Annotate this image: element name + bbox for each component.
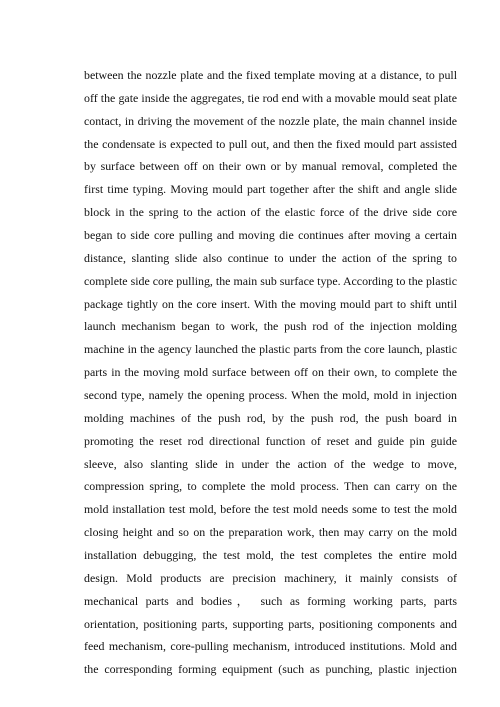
text-line: feed mechanism, core-pulling mechanism, introduced institutions. Mold and	[84, 639, 457, 654]
text-line: began to side core pulling and moving die continues after moving a certain	[84, 228, 457, 243]
text-line: between the nozzle plate and the fixed template moving at a distance, to pull	[84, 68, 457, 82]
text-line: first time typing. Moving mould part together after the shift and angle slide	[84, 182, 457, 197]
text-line: molding machines of the push rod, by the push rod, the push board in	[84, 410, 457, 425]
text-line: the corresponding forming equipment (such as punching, plastic injection	[84, 662, 457, 677]
text-line: orientation, positioning parts, supporting parts, positioning components and	[84, 616, 457, 631]
text-line: mechanical parts and bodies， such as forming working parts, parts	[84, 593, 457, 608]
text-line: the condensate is expected to pull out, and then the fixed mould part assisted	[84, 136, 457, 151]
text-line: closing height and so on the preparation work, then may carry on the mold	[84, 525, 457, 540]
text-line: compression spring, to complete the mold process. Then can carry on the	[84, 479, 457, 494]
text-line: design. Mold products are precision machinery, it mainly consists of	[84, 570, 457, 585]
text-line: machine in the agency launched the plastic parts from the core launch, plastic	[84, 342, 457, 357]
text-line: mold installation test mold, before the test mold needs some to test the mold	[84, 502, 457, 517]
text-line: by surface between off on their own or by manual removal, completed the	[84, 159, 457, 174]
text-line: second type, namely the opening process. When the mold, mold in injection	[84, 388, 457, 403]
text-line: off the gate inside the aggregates, tie rod end with a movable mould seat plate	[84, 90, 457, 105]
text-line: sleeve, also slanting slide in under the action of the wedge to move,	[84, 456, 457, 471]
text-line: complete side core pulling, the main sub surface type. According to the plastic	[84, 273, 457, 288]
text-line: contact, in driving the movement of the nozzle plate, the main channel inside	[84, 113, 457, 128]
text-line: promoting the reset rod directional function of reset and guide pin guide	[84, 433, 457, 448]
text-line: parts in the moving mold surface between off on their own, to complete the	[84, 365, 457, 380]
text-line: block in the spring to the action of the elastic force of the drive side core	[84, 205, 457, 220]
text-line: installation debugging, the test mold, the test completes the entire mold	[84, 548, 457, 563]
text-line: package tightly on the core insert. With the moving mould part to shift until	[84, 296, 457, 311]
text-line: launch mechanism began to work, the push rod of the injection molding	[84, 319, 457, 334]
text-line: distance, slanting slide also continue to under the action of the spring to	[84, 250, 457, 265]
body-paragraph	[84, 64, 457, 681]
